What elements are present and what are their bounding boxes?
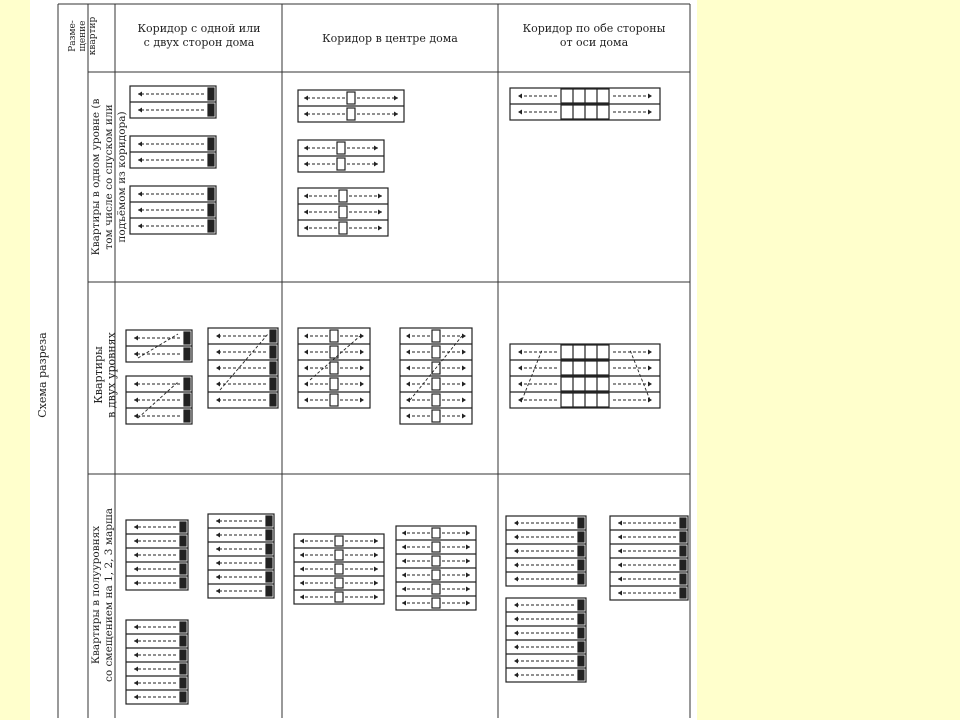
corridor-cell <box>180 622 186 632</box>
corridor-cell <box>266 516 272 526</box>
corridor-cell <box>208 220 214 232</box>
arrow-head <box>462 414 466 419</box>
arrow-head <box>216 561 220 566</box>
corridor-cell <box>184 410 190 422</box>
corridor-cell <box>266 558 272 568</box>
corridor-cell <box>339 206 347 218</box>
corridor-cell <box>680 560 686 570</box>
arrow-head <box>134 667 138 672</box>
arrow-head <box>466 573 470 578</box>
arrow-head <box>462 382 466 387</box>
corridor-cell <box>578 560 584 570</box>
arrow-head <box>134 336 138 341</box>
arrow-head <box>374 595 378 600</box>
arrow-head <box>138 192 142 197</box>
arrow-head <box>304 112 308 117</box>
arrow-head <box>394 112 398 117</box>
corridor-cell <box>432 598 440 608</box>
corridor-cell <box>180 664 186 674</box>
arrow-head <box>378 210 382 215</box>
corridor-cell <box>208 88 214 100</box>
arrow-head <box>304 162 308 167</box>
arrow-head <box>518 94 522 99</box>
arrow-head <box>374 567 378 572</box>
building-schemes <box>126 86 688 704</box>
arrow-head <box>648 382 652 387</box>
arrow-head <box>618 521 622 526</box>
arrow-head <box>514 673 518 678</box>
arrow-head <box>402 601 406 606</box>
corridor-cell <box>180 578 186 588</box>
corridor-cell <box>578 600 584 610</box>
arrow-head <box>462 350 466 355</box>
arrow-head <box>394 96 398 101</box>
arrow-head <box>216 350 220 355</box>
arrow-head <box>466 587 470 592</box>
corridor-cell <box>270 378 276 390</box>
arrow-head <box>514 659 518 664</box>
arrow-head <box>300 581 304 586</box>
corridor-cell <box>432 570 440 580</box>
arrow-head <box>648 94 652 99</box>
corridor-cell <box>184 378 190 390</box>
arrow-head <box>514 549 518 554</box>
arrow-head <box>360 382 364 387</box>
corridor-cell <box>680 588 686 598</box>
arrow-head <box>374 581 378 586</box>
arrow-head <box>134 639 138 644</box>
corridor-cell <box>184 394 190 406</box>
arrow-head <box>514 617 518 622</box>
arrow-head <box>514 577 518 582</box>
arrow-head <box>304 366 308 371</box>
arrow-head <box>304 226 308 231</box>
arrow-head <box>402 559 406 564</box>
arrow-head <box>134 653 138 658</box>
arrow-head <box>514 631 518 636</box>
corridor-cell <box>208 204 214 216</box>
arrow-head <box>134 525 138 530</box>
arrow-head <box>134 414 138 419</box>
arrow-head <box>618 591 622 596</box>
corridor-cell <box>270 394 276 406</box>
arrow-head <box>360 350 364 355</box>
arrow-head <box>134 398 138 403</box>
arrow-head <box>518 382 522 387</box>
corridor-cell <box>330 378 338 390</box>
corridor-cell <box>680 546 686 556</box>
corridor-cell <box>335 550 343 560</box>
arrow-head <box>406 398 410 403</box>
corridor-cell <box>184 332 190 344</box>
corridor-cell <box>208 188 214 200</box>
arrow-head <box>406 382 410 387</box>
corridor-cell <box>680 518 686 528</box>
arrow-head <box>466 531 470 536</box>
corridor-cell <box>180 536 186 546</box>
placement-label: Разме- щение квартир <box>68 16 98 56</box>
corridor-cell <box>337 158 345 170</box>
arrow-head <box>374 146 378 151</box>
corridor-cell <box>578 518 584 528</box>
row-label-one-level: Квартиры в одном уровне (в том числе со спуском или подъёмом из коридора) <box>90 98 128 256</box>
arrow-head <box>216 398 220 403</box>
corridor-cell <box>266 586 272 596</box>
stair-flow <box>220 334 268 390</box>
arrow-head <box>134 581 138 586</box>
arrow-head <box>648 110 652 115</box>
corridor-cell <box>578 574 584 584</box>
corridor-cell <box>335 592 343 602</box>
arrow-head <box>134 539 138 544</box>
arrow-head <box>138 208 142 213</box>
arrow-head <box>618 549 622 554</box>
corridor-cell <box>432 378 440 390</box>
arrow-head <box>304 334 308 339</box>
corridor-cell <box>578 532 584 542</box>
arrow-head <box>402 573 406 578</box>
arrow-head <box>514 603 518 608</box>
corridor-cell <box>578 642 584 652</box>
corridor-cell <box>578 614 584 624</box>
corridor-cell <box>270 346 276 358</box>
column-header-both-sides: Коридор по обе стороны от оси дома <box>522 22 666 49</box>
arrow-head <box>466 559 470 564</box>
arrow-head <box>134 695 138 700</box>
arrow-head <box>300 553 304 558</box>
arrow-head <box>518 366 522 371</box>
arrow-head <box>518 110 522 115</box>
corridor-cell <box>432 542 440 552</box>
diagram-sheet <box>30 0 697 720</box>
arrow-head <box>406 334 410 339</box>
arrow-head <box>300 539 304 544</box>
arrow-head <box>216 382 220 387</box>
arrow-head <box>402 531 406 536</box>
column-header-center: Коридор в центре дома <box>322 32 458 45</box>
corridor-cell <box>680 532 686 542</box>
arrow-head <box>648 350 652 355</box>
arrow-head <box>304 398 308 403</box>
arrow-head <box>216 366 220 371</box>
corridor-cell <box>347 92 355 104</box>
corridor-cell <box>578 670 584 680</box>
arrow-head <box>134 553 138 558</box>
arrow-head <box>466 545 470 550</box>
arrow-head <box>618 563 622 568</box>
corridor-cell <box>270 362 276 374</box>
corridor-cell <box>432 556 440 566</box>
arrow-head <box>216 589 220 594</box>
corridor-cell <box>330 394 338 406</box>
arrow-head <box>518 350 522 355</box>
corridor-cell <box>208 104 214 116</box>
arrow-head <box>514 563 518 568</box>
arrow-head <box>134 681 138 686</box>
arrow-head <box>360 334 364 339</box>
corridor-cell <box>432 394 440 406</box>
corridor-cell <box>184 348 190 360</box>
corridor-cell <box>208 138 214 150</box>
corridor-cell <box>270 330 276 342</box>
corridor-cell <box>180 636 186 646</box>
corridor-cell <box>335 536 343 546</box>
corridor-cell <box>432 584 440 594</box>
arrow-head <box>406 414 410 419</box>
arrow-head <box>138 142 142 147</box>
corridor-cell <box>330 330 338 342</box>
arrow-head <box>514 645 518 650</box>
arrow-head <box>134 625 138 630</box>
corridor-cell <box>347 108 355 120</box>
arrow-head <box>216 547 220 552</box>
arrow-head <box>304 382 308 387</box>
corridor-cell <box>180 550 186 560</box>
corridor-cell <box>578 628 584 638</box>
arrow-head <box>300 567 304 572</box>
corridor-cell <box>266 544 272 554</box>
corridor-scheme-diagram <box>30 0 697 720</box>
corridor-cell <box>180 522 186 532</box>
section-label: Схема разреза <box>36 332 49 418</box>
arrow-head <box>134 382 138 387</box>
arrow-head <box>300 595 304 600</box>
arrow-head <box>134 352 138 357</box>
arrow-head <box>216 533 220 538</box>
corridor-cell <box>339 222 347 234</box>
corridor-cell <box>180 678 186 688</box>
arrow-head <box>618 577 622 582</box>
arrow-head <box>304 350 308 355</box>
arrow-head <box>138 158 142 163</box>
arrow-head <box>406 366 410 371</box>
corridor-cell <box>432 330 440 342</box>
arrow-head <box>138 92 142 97</box>
arrow-head <box>648 366 652 371</box>
corridor-cell <box>339 190 347 202</box>
arrow-head <box>514 521 518 526</box>
arrow-head <box>216 519 220 524</box>
arrow-head <box>374 162 378 167</box>
arrow-head <box>518 398 522 403</box>
corridor-cell <box>335 578 343 588</box>
corridor-cell <box>432 528 440 538</box>
arrow-head <box>618 535 622 540</box>
arrow-head <box>402 587 406 592</box>
arrow-head <box>134 567 138 572</box>
arrow-head <box>402 545 406 550</box>
arrow-head <box>304 96 308 101</box>
arrow-head <box>138 108 142 113</box>
corridor-cell <box>578 546 584 556</box>
row-label-half-levels: Квартиры в полууровнях со смещением на 1, 2, 3 марша <box>90 508 115 682</box>
arrow-head <box>514 535 518 540</box>
column-header-one-or-two-sides: Коридор с одной или с двух сторон дома <box>137 22 261 49</box>
corridor-cell <box>330 362 338 374</box>
arrow-head <box>462 366 466 371</box>
corridor-cell <box>578 656 584 666</box>
arrow-head <box>304 210 308 215</box>
row-label-two-levels: Квартиры в двух уровнях <box>92 332 118 418</box>
corridor-cell <box>180 692 186 702</box>
arrow-head <box>304 146 308 151</box>
arrow-head <box>216 575 220 580</box>
arrow-head <box>378 226 382 231</box>
corridor-cell <box>208 154 214 166</box>
arrow-head <box>462 398 466 403</box>
arrow-head <box>360 398 364 403</box>
corridor-cell <box>180 650 186 660</box>
arrow-head <box>374 553 378 558</box>
arrow-head <box>138 224 142 229</box>
corridor-cell <box>680 574 686 584</box>
corridor-cell <box>337 142 345 154</box>
arrow-head <box>466 601 470 606</box>
arrow-head <box>378 194 382 199</box>
corridor-cell <box>180 564 186 574</box>
arrow-head <box>374 539 378 544</box>
scheme-two-level-center-a <box>298 328 370 408</box>
corridor-cell <box>432 346 440 358</box>
corridor-cell <box>266 572 272 582</box>
arrow-head <box>360 366 364 371</box>
arrow-head <box>216 334 220 339</box>
corridor-cell <box>266 530 272 540</box>
corridor-cell <box>432 410 440 422</box>
corridor-cell <box>335 564 343 574</box>
arrow-head <box>406 350 410 355</box>
arrow-head <box>462 334 466 339</box>
arrow-head <box>304 194 308 199</box>
